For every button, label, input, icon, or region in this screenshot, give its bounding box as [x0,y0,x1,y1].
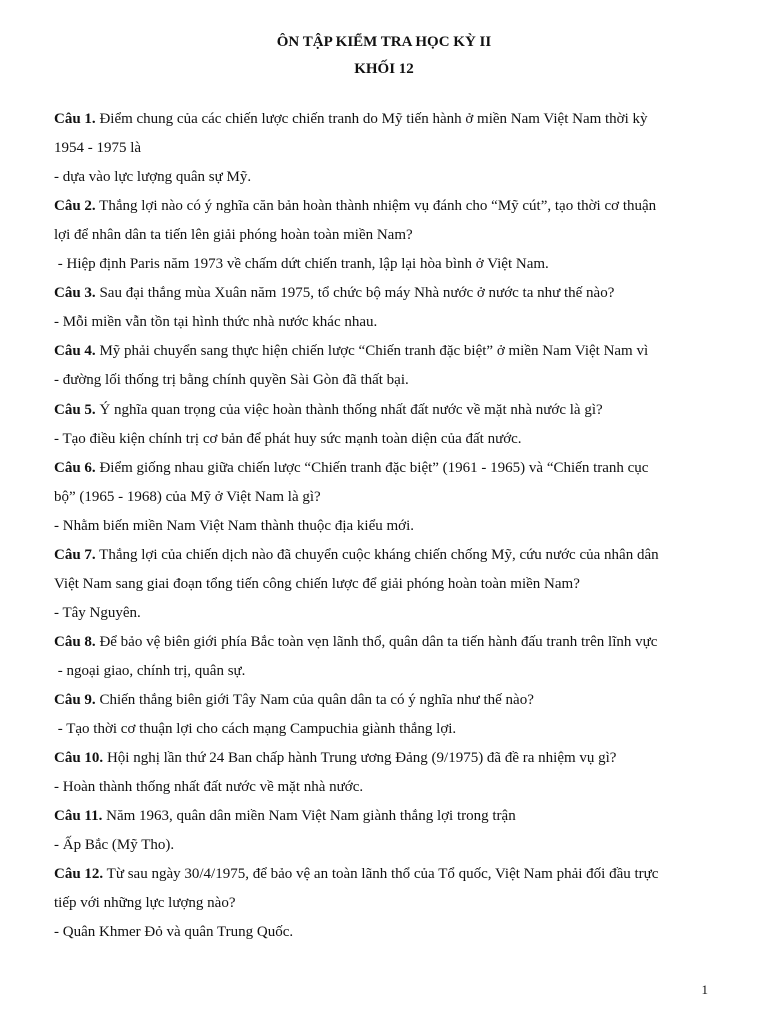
line-text: Năm 1963, quân dân miền Nam Việt Nam giành thắng lợi trong trận [102,808,516,824]
question-line [54,864,714,884]
answer-line [54,603,714,623]
line-text: - Hiệp định Paris năm 1973 về chấm dứt chiến tranh, lập lại hòa bình ở Việt Nam. [54,256,549,272]
question-label: Câu 9. [54,692,96,708]
question-line [54,545,714,565]
line-text: Chiến thắng biên giới Tây Nam của quân dân ta có ý nghĩa như thế nào? [95,692,534,708]
answer-line [54,661,714,681]
document-title: ÔN TẬP KIỂM TRA HỌC KỲ II [276,34,492,50]
answer-line [54,835,714,855]
question-label: Câu 3. [54,285,96,301]
line-text: Điểm chung của các chiến lược chiến tranh do Mỹ tiến hành ở miền Nam Việt Nam thời kỳ [95,111,648,127]
line-text: Điểm giống nhau giữa chiến lược “Chiến tranh đặc biệt” (1961 - 1965) và “Chiến tranh cục [95,460,649,476]
question-line [54,400,714,420]
question-line [54,748,714,768]
line-text: - đường lối thống trị bằng chính quyền Sài Gòn đã thất bại. [54,372,409,388]
question-label: Câu 2. [54,198,96,214]
answer-line [54,922,714,942]
document-subtitle: KHỐI 12 [354,61,414,77]
line-text: - Hoàn thành thống nhất đất nước về mặt nhà nước. [54,779,364,795]
question-label: Câu 6. [54,460,96,476]
line-text: - Nhằm biến miền Nam Việt Nam thành thuộc địa kiểu mới. [54,518,415,534]
question-line [54,283,714,303]
line-text: lợi để nhân dân ta tiến lên giải phóng hoàn toàn miền Nam? [54,227,413,243]
question-line [54,341,714,361]
answer-line [54,777,714,797]
page-number: 1 [701,982,708,997]
question-label: Câu 10. [54,750,104,766]
question-line [54,458,714,478]
answer-line [54,719,714,739]
answer-line [54,138,714,158]
answer-line [54,487,714,507]
question-label: Câu 8. [54,634,96,650]
answer-line [54,893,714,913]
line-text: bộ” (1965 - 1968) của Mỹ ở Việt Nam là gì? [54,489,321,505]
question-label: Câu 7. [54,547,96,563]
line-text: Mỹ phải chuyển sang thực hiện chiến lược “Chiến tranh đặc biệt” ở miền Nam Việt Nam vì [95,343,649,359]
question-line [54,109,714,129]
line-text: Để bảo vệ biên giới phía Bắc toàn vẹn lãnh thổ, quân dân ta tiến hành đấu tranh trên lĩnh vực [95,634,658,650]
question-label: Câu 1. [54,111,96,127]
line-text: Thắng lợi của chiến dịch nào đã chuyển cuộc kháng chiến chống Mỹ, cứu nước của nhân dân [95,547,659,563]
question-label: Câu 4. [54,343,96,359]
line-text: - ngoại giao, chính trị, quân sự. [54,663,246,679]
question-label: Câu 11. [54,808,103,824]
answer-line [54,516,714,536]
line-text: - dựa vào lực lượng quân sự Mỹ. [54,169,252,185]
question-line [54,632,714,652]
question-line [54,806,714,826]
line-text: Hội nghị lần thứ 24 Ban chấp hành Trung ương Đảng (9/1975) đã đề ra nhiệm vụ gì? [103,750,617,766]
answer-line [54,167,714,187]
line-text: - Quân Khmer Đỏ và quân Trung Quốc. [54,924,294,940]
line-text: - Tây Nguyên. [54,605,141,621]
question-label: Câu 12. [54,866,104,882]
line-text: - Tạo thời cơ thuận lợi cho cách mạng Campuchia giành thắng lợi. [54,721,457,737]
line-text: Ý nghĩa quan trọng của việc hoàn thành thống nhất đất nước về mặt nhà nước là gì? [95,402,603,418]
answer-line [54,574,714,594]
question-line [54,690,714,710]
line-text: - Tạo điều kiện chính trị cơ bản để phát huy sức mạnh toàn diện của đất nước. [54,431,522,447]
answer-line [54,225,714,245]
answer-line [54,254,714,274]
question-label: Câu 5. [54,402,96,418]
line-text: 1954 - 1975 là [54,140,142,156]
answer-line [54,370,714,390]
line-text: - Ấp Bắc (Mỹ Tho). [54,837,175,853]
answer-line [54,312,714,332]
line-text: tiếp với những lực lượng nào? [54,895,236,911]
line-text: Việt Nam sang giai đoạn tổng tiến công chiến lược để giải phóng hoàn toàn miền Nam? [54,576,580,592]
line-text: Sau đại thắng mùa Xuân năm 1975, tổ chức bộ máy Nhà nước ở nước ta như thế nào? [95,285,615,301]
question-line [54,196,714,216]
line-text: Thắng lợi nào có ý nghĩa căn bản hoàn thành nhiệm vụ đánh cho “Mỹ cút”, tạo thời cơ thuận [95,198,657,214]
line-text: Từ sau ngày 30/4/1975, để bảo vệ an toàn lãnh thổ của Tổ quốc, Việt Nam phải đối đầu trực [103,866,659,882]
answer-line [54,429,714,449]
line-text: - Mỗi miền vẫn tồn tại hình thức nhà nước khác nhau. [54,314,378,330]
